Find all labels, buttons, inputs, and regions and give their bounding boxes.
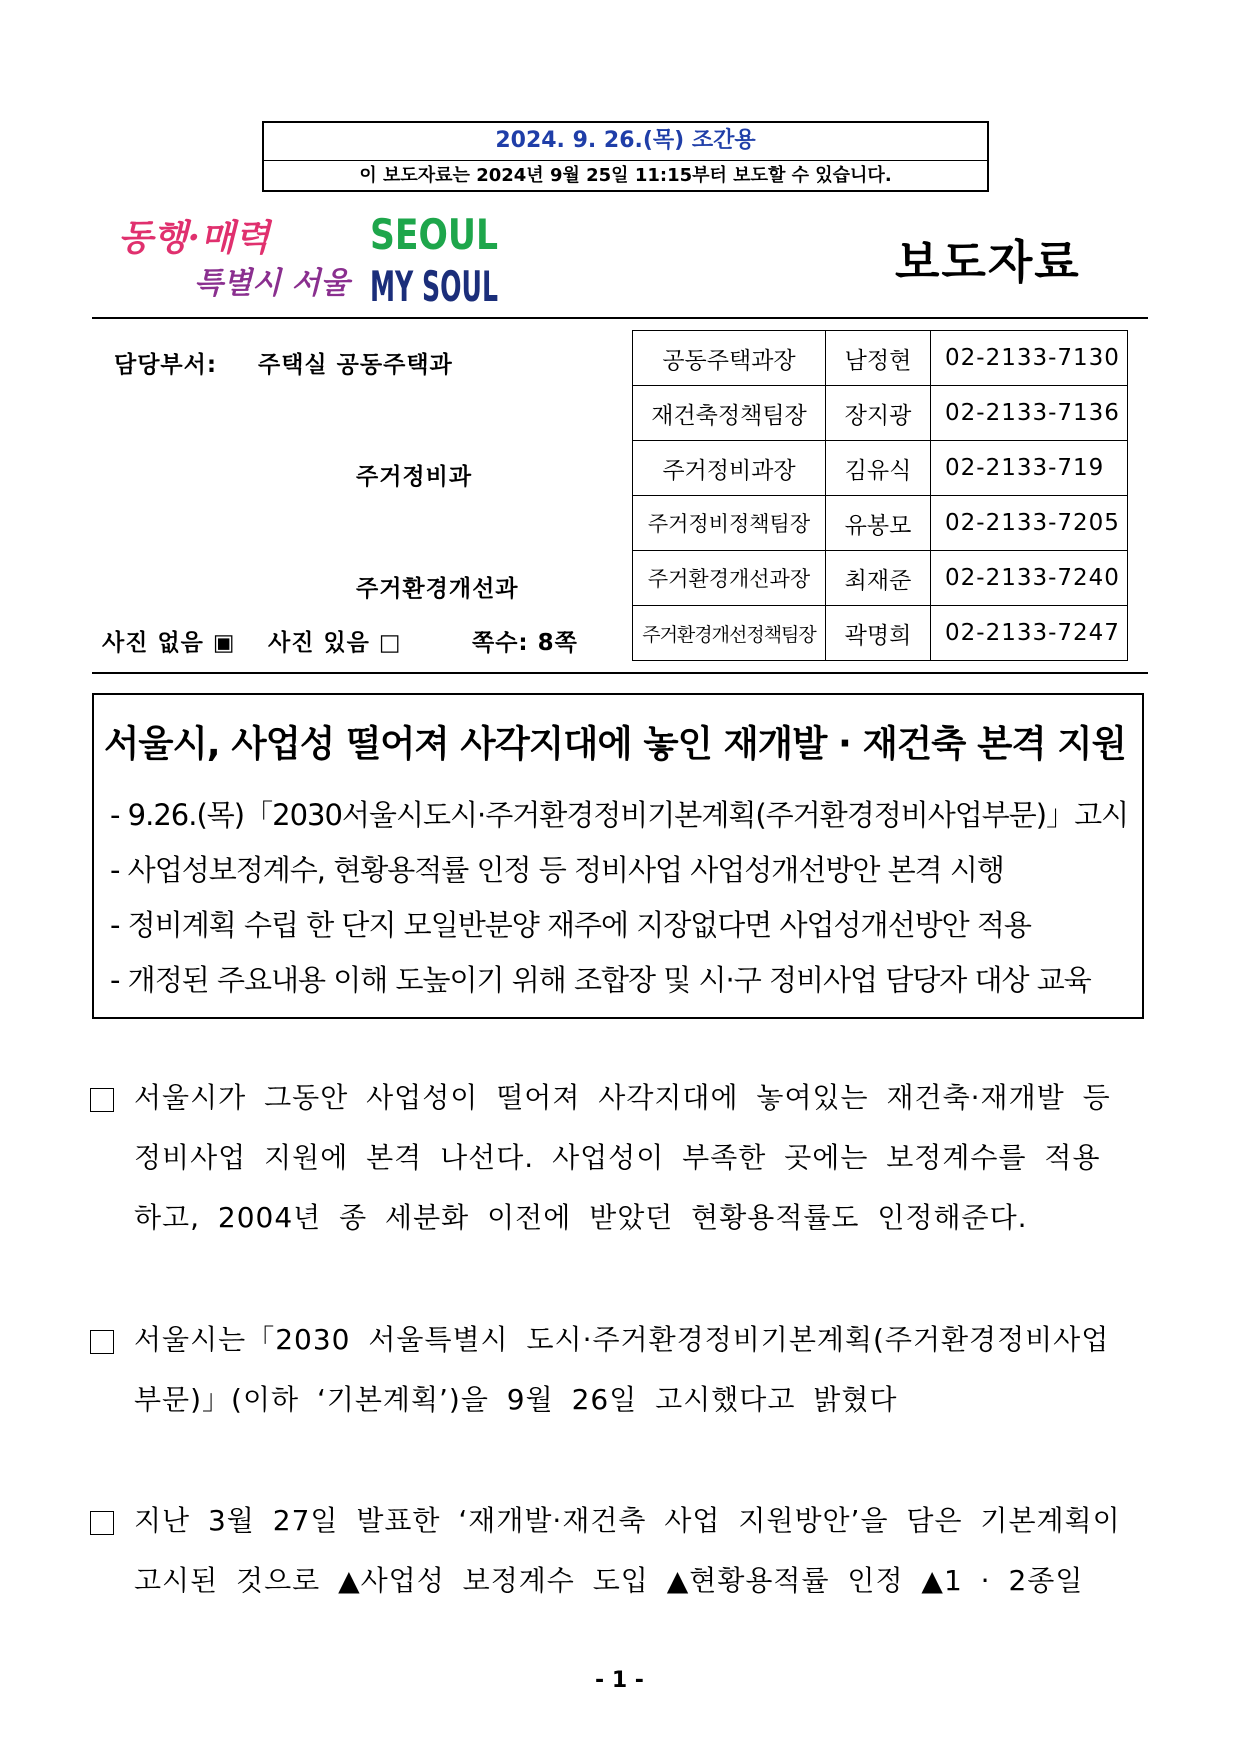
slogan-logo bbox=[112, 205, 350, 305]
contact-name: 유봉모 bbox=[826, 496, 931, 551]
embargo-notice: 이 보도자료는 2024년 9월 25일 11:15부터 보도할 수 있습니다. bbox=[359, 165, 892, 186]
checkbox-bullet-icon bbox=[90, 1511, 114, 1535]
paragraph bbox=[90, 1310, 1150, 1430]
contact-role: 주거환경개선과장 bbox=[633, 551, 826, 606]
contact-phone: 02-2133-7247 bbox=[931, 606, 1128, 661]
dept-primary: 주택실 공동주택과 bbox=[258, 352, 453, 378]
table-row bbox=[633, 551, 1128, 606]
headline: 서울시, 사업성 떨어져 사각지대에 놓인 재개발 · 재건축 본격 지원 bbox=[104, 722, 1126, 765]
dept-tertiary: 주거환경개선과 bbox=[356, 576, 519, 602]
paragraph-line: 고시된 것으로 ▲사업성 보정계수 도입 ▲현황용적률 인정 ▲1 · 2종일 bbox=[134, 1564, 1084, 1597]
photo-yes-indicator: 사진 있음 □ bbox=[268, 630, 402, 656]
contacts-table bbox=[632, 330, 1128, 661]
contact-role: 주거정비정책팀장 bbox=[633, 496, 826, 551]
paragraph bbox=[90, 1491, 1150, 1611]
slogan-line1: 동행·매력 bbox=[118, 217, 270, 259]
paragraph-line: 서울시는「2030 서울특별시 도시·주거환경정비기본계획(주거환경정비사업 bbox=[134, 1323, 1110, 1356]
subheadline: - 9.26.(목)「2030서울시도시·주거환경정비기본계획(주거환경정비사업부문)」고시 bbox=[110, 798, 1129, 832]
table-row bbox=[633, 331, 1128, 386]
dept-label: 담당부서: bbox=[114, 352, 218, 378]
seoul-my-soul-logo bbox=[368, 205, 503, 311]
headline-box bbox=[92, 693, 1144, 1019]
contact-phone: 02-2133-719 bbox=[931, 441, 1128, 496]
checkbox-bullet-icon bbox=[90, 1088, 114, 1112]
page-count: 쪽수: 8쪽 bbox=[472, 630, 578, 656]
contact-phone: 02-2133-7130 bbox=[931, 331, 1128, 386]
embargo-box bbox=[262, 121, 989, 192]
slogan-line2: 특별시 서울 bbox=[194, 266, 350, 301]
contact-name: 김유식 bbox=[826, 441, 931, 496]
info-divider bbox=[92, 672, 1148, 674]
paragraph-line: 서울시가 그동안 사업성이 떨어져 사각지대에 놓여있는 재건축·재개발 등 bbox=[134, 1081, 1111, 1114]
seoul-line2: MY SOUL bbox=[370, 262, 498, 311]
page-number: - 1 - bbox=[595, 1668, 644, 1693]
contact-phone: 02-2133-7136 bbox=[931, 386, 1128, 441]
contact-phone: 02-2133-7205 bbox=[931, 496, 1128, 551]
paragraph bbox=[90, 1068, 1150, 1248]
seoul-line1: SEOUL bbox=[370, 210, 498, 259]
paragraph-line: 지난 3월 27일 발표한 ‘재개발·재건축 사업 지원방안’을 담은 기본계획이 bbox=[134, 1504, 1121, 1537]
subheadline: - 사업성보정계수, 현황용적률 인정 등 정비사업 사업성개선방안 본격 시행 bbox=[110, 853, 1004, 887]
press-release-title: 보도자료 bbox=[895, 235, 1081, 289]
contact-role: 공동주택과장 bbox=[633, 331, 826, 386]
contact-name: 장지광 bbox=[826, 386, 931, 441]
table-row bbox=[633, 386, 1128, 441]
contact-name: 남정현 bbox=[826, 331, 931, 386]
contact-role: 주거환경개선정책팀장 bbox=[633, 606, 826, 661]
header-divider bbox=[92, 317, 1148, 319]
subheadline: - 개정된 주요내용 이해 도높이기 위해 조합장 및 시·구 정비사업 담당자 대상 교육 bbox=[110, 963, 1091, 997]
contact-role: 주거정비과장 bbox=[633, 441, 826, 496]
dept-secondary: 주거정비과 bbox=[356, 464, 473, 490]
contact-name: 곽명희 bbox=[826, 606, 931, 661]
table-row bbox=[633, 496, 1128, 551]
contact-phone: 02-2133-7240 bbox=[931, 551, 1128, 606]
paragraph-line: 부문)」(이하 ‘기본계획’)을 9월 26일 고시했다고 밝혔다 bbox=[134, 1383, 898, 1416]
paragraph-line: 하고, 2004년 종 세분화 이전에 받았던 현황용적률도 인정해준다. bbox=[134, 1201, 1028, 1234]
contact-name: 최재준 bbox=[826, 551, 931, 606]
table-row bbox=[633, 606, 1128, 661]
subheadline: - 정비계획 수립 한 단지 모일반분양 재주에 지장없다면 사업성개선방안 적용 bbox=[110, 908, 1031, 942]
embargo-date: 2024. 9. 26.(목) 조간용 bbox=[264, 123, 987, 161]
table-row bbox=[633, 441, 1128, 496]
paragraph-line: 정비사업 지원에 본격 나선다. 사업성이 부족한 곳에는 보정계수를 적용 bbox=[134, 1141, 1101, 1174]
photo-none-indicator: 사진 없음 ▣ bbox=[102, 630, 236, 656]
checkbox-bullet-icon bbox=[90, 1330, 114, 1354]
contact-role: 재건축정책팀장 bbox=[633, 386, 826, 441]
